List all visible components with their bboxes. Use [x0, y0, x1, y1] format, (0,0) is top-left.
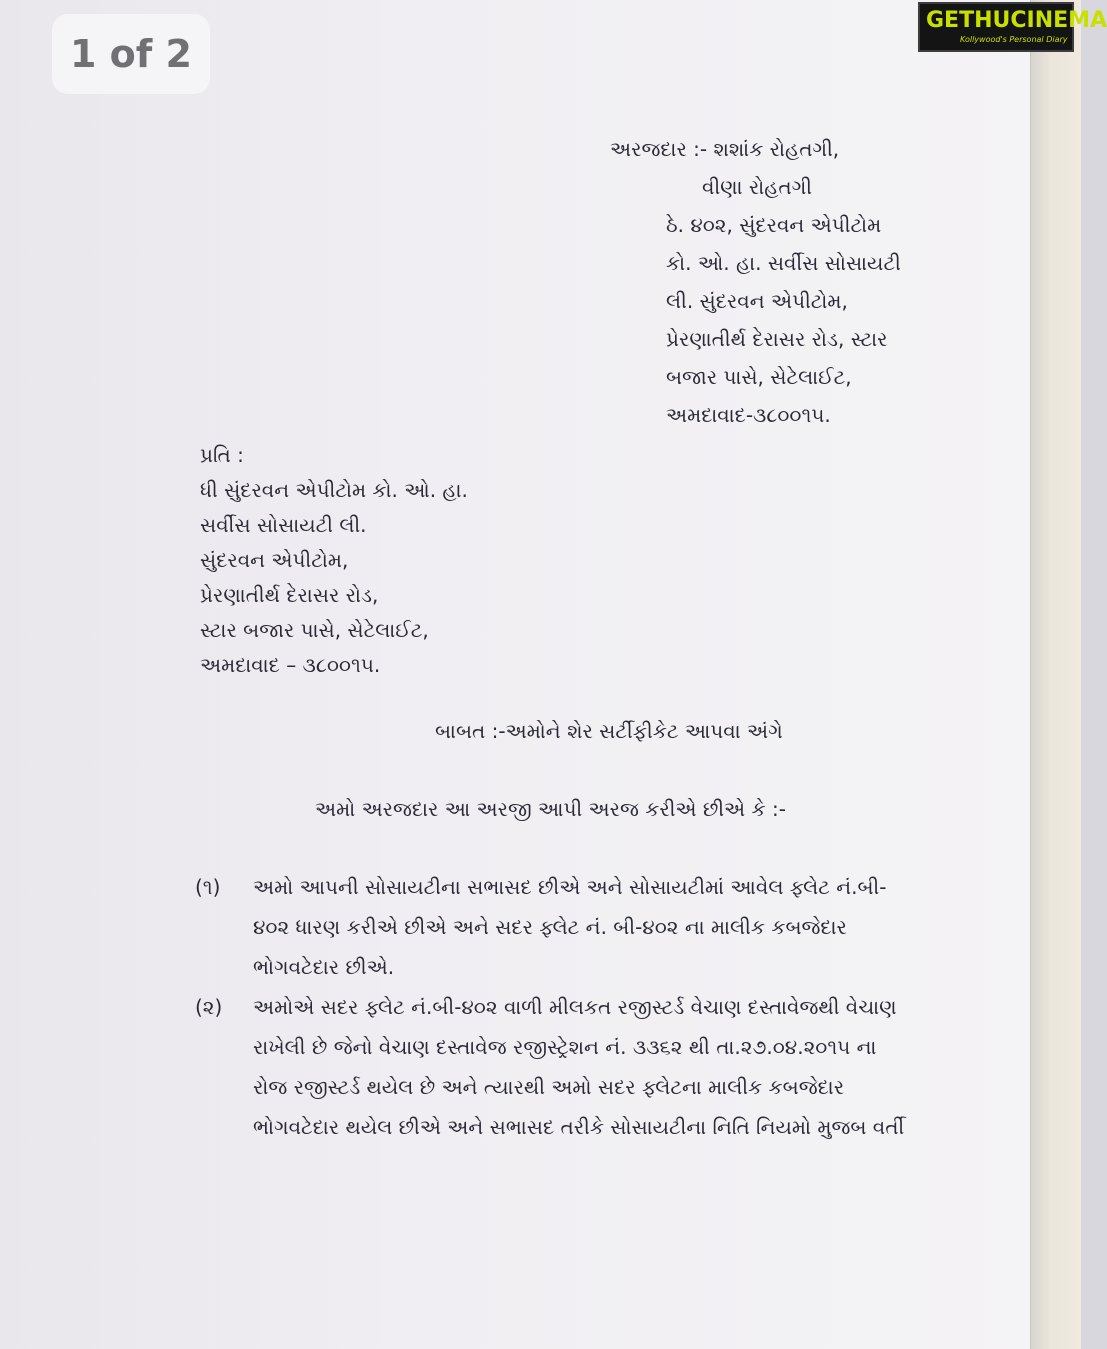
- applicant-line: કો. ઓ. હા. સર્વીસ સોસાયટી: [666, 251, 901, 275]
- letter-subject: બાબત :-અમોને શેર સર્ટીફીકેટ આપવા અંગે: [435, 719, 783, 743]
- recipient-line: પ્રેરણાતીર્થ દેરાસર રોડ,: [200, 583, 379, 607]
- recipient-line: સ્ટાર બજાર પાસે, સેટેલાઈટ,: [200, 618, 429, 642]
- applicant-line: વીણા રોહતગી: [702, 175, 813, 199]
- watermark-brand: GETHUCINEMA: [926, 8, 1107, 33]
- paragraph-line: રાખેલી છે જેનો વેચાણ દસ્તાવેજ રજીસ્ટ્રેશન નં. ૩૩૬૨ થી તા.૨૭.૦૪.૨૦૧૫ ના: [253, 1035, 877, 1059]
- page-edge: [1030, 0, 1081, 1349]
- paragraph-line: અમો આપની સોસાયટીના સભાસદ છીએ અને સોસાયટીમાં આવેલ ફ્લેટ નં.બી-: [253, 875, 887, 899]
- applicant-line: અરજદાર :- શશાંક રોહતગી,: [610, 137, 840, 161]
- paragraph-line: રોજ રજીસ્ટર્ડ થયેલ છે અને ત્યારથી અમો સદર ફ્લેટના માલીક કબજેદાર: [253, 1075, 845, 1099]
- paragraph-number: (૨): [195, 995, 223, 1019]
- recipient-line: સુંદરવન એપીટોમ,: [200, 548, 349, 572]
- applicant-address-block: [610, 130, 901, 434]
- recipient-address-block: [200, 436, 468, 681]
- paragraph-line: અમોએ સદર ફ્લેટ નં.બી-૪૦૨ વાળી મીલકત રજીસ્ટર્ડ વેચાણ દસ્તાવેજથી વેચાણ: [253, 995, 897, 1019]
- watermark-tagline: Kollywood's Personal Diary: [960, 35, 1068, 44]
- page-indicator-badge: [52, 14, 210, 94]
- paragraph-number: (૧): [195, 875, 221, 899]
- paragraph-line: ભોગવટેદાર છીએ.: [253, 955, 395, 979]
- applicant-line: લી. સુંદરવન એપીટોમ,: [666, 289, 848, 313]
- watermark-logo: [918, 2, 1107, 52]
- applicant-line: બજાર પાસે, સેટેલાઈટ,: [666, 365, 852, 389]
- applicant-line: અમદાવાદ-૩૮૦૦૧૫.: [666, 403, 831, 427]
- recipient-line: અમદાવાદ – ૩૮૦૦૧૫.: [200, 653, 381, 677]
- page-indicator-text: 1 of 2: [70, 32, 192, 76]
- paragraph-line: ૪૦૨ ધારણ કરીએ છીએ અને સદર ફ્લેટ નં. બી-૪૦૨ ના માલીક કબજેદાર: [253, 915, 847, 939]
- paragraph-line: ભોગવટેદાર થયેલ છીએ અને સભાસદ તરીકે સોસાયટીના નિતિ નિયમો મુજબ વર્તી: [253, 1115, 905, 1139]
- recipient-line: ધી સુંદરવન એપીટોમ કો. ઓ. હા.: [200, 478, 468, 502]
- recipient-line: પ્રતિ :: [200, 443, 244, 467]
- letter-intro: અમો અરજદાર આ અરજી આપી અરજ કરીએ છીએ કે :-: [315, 797, 786, 821]
- applicant-line: ઠે. ૪૦૨, સુંદરવન એપીટોમ: [666, 213, 882, 237]
- recipient-line: સર્વીસ સોસાયટી લી.: [200, 513, 367, 537]
- applicant-line: પ્રેરણાતીર્થ દેરાસર રોડ, સ્ટાર: [666, 327, 888, 351]
